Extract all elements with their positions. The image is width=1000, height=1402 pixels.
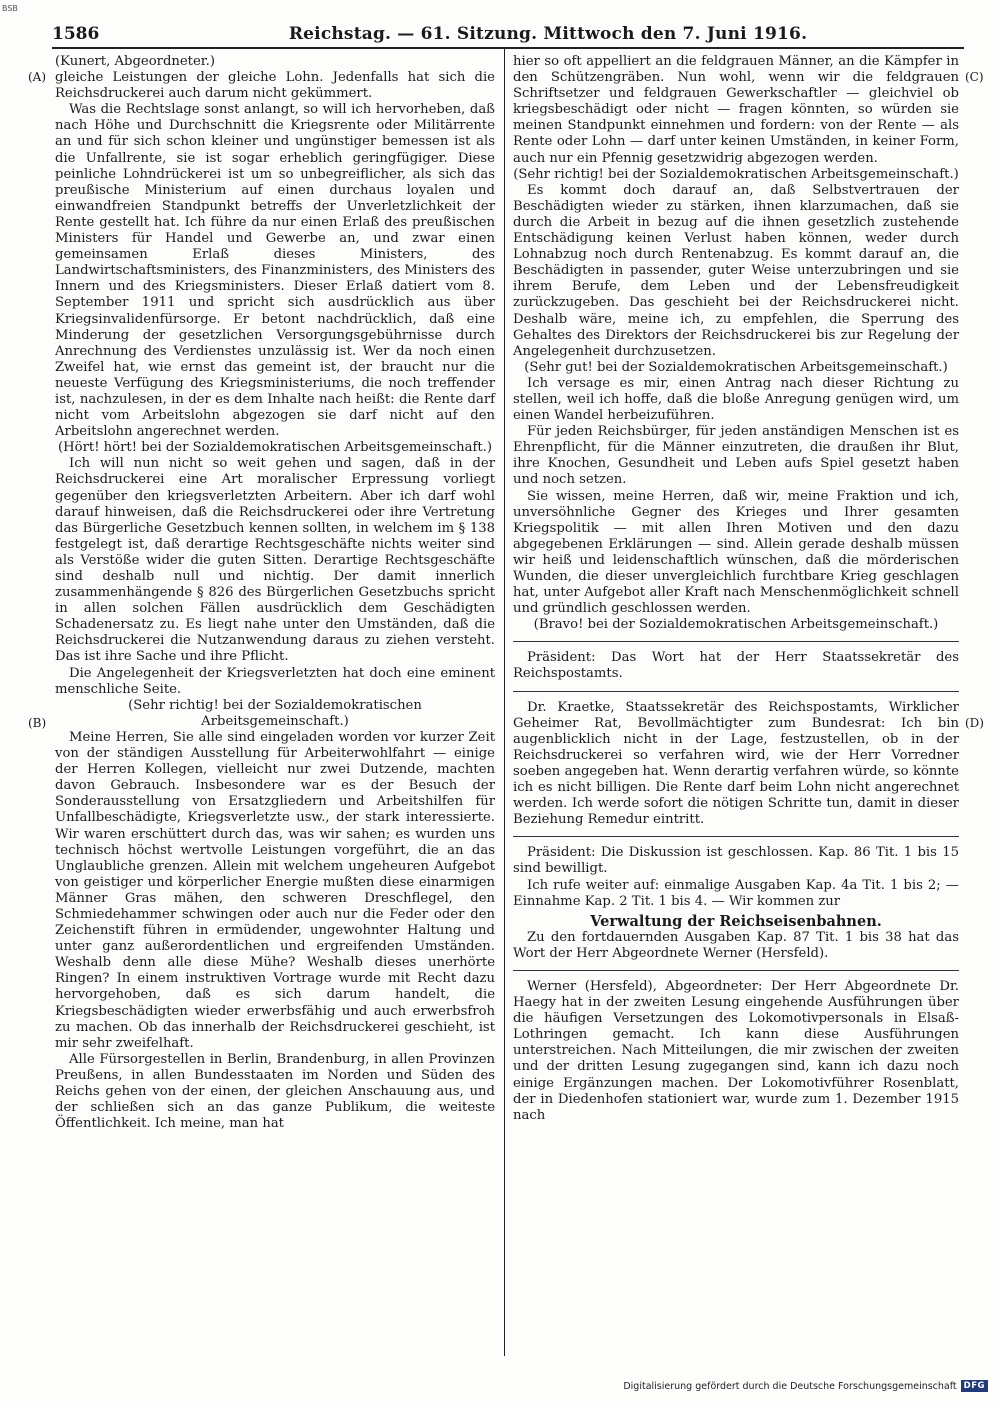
interjection: (Sehr gut! bei der Sozialdemokratischen Arbeitsgemeinschaft.) [524,359,948,375]
footer-text: Digitalisierung gefördert durch die Deutsche Forschungsgemeinschaft [623,1380,957,1392]
paragraph: Es kommt doch darauf an, daß Selbstvertrauen der Beschädigten wieder zu stärken, ihnen klarzumachen, daß sie durch die Arbeit in bezug auf die ihnen gesetzlich zustehende Entschädigung keinen Verlust haben können, weder durch Lohnabzug noch durch Rentenabzug. Es kommt darauf an, die Beschädigten in passender, guter Weise unterzubringen und sie ihrem Berufe, dem Leben und der Lebensfreudigkeit zurückzugeben. Das geschieht bei der Reichsdruckerei nicht. Deshalb wäre, meine ich, zu empfehlen, die Sperrung des Gehaltes des Direktors der Reichsdruckerei bis zur Regelung der Angelegenheit durchzusetzen. [513,182,959,359]
footer [623,1380,988,1392]
paragraph: Ich rufe weiter auf: einmalige Ausgaben Kap. 4a Tit. 1 bis 2; — Einnahme Kap. 2 Tit. 1 bis 4. — Wir kommen zur [513,877,959,909]
paragraph: gleiche Leistungen der gleiche Lohn. Jedenfalls hat sich die Reichsdruckerei auch darum nicht gekümmert. [55,70,495,102]
running-header [52,16,964,49]
section-rule [513,836,959,837]
section-rule [513,641,959,642]
left-column [55,54,495,1132]
paragraph: Für jeden Reichsbürger, für jeden anständigen Menschen ist es Ehrenpflicht, für die Männer einzutreten, die draußen ihr Blut, ihre Knochen, Gesundheit und Leben aufs Spiel gesetzt haben und noch setzen. [513,424,959,488]
paragraph: Ich will nun nicht so weit gehen und sagen, daß in der Reichsdruckerei eine Art moralischer Erpressung vorliegt gegenüber den kriegsverletzten Arbeitern. Aber ich darf wohl darauf hinweisen, daß die Reichsdruckerei oder ihre Vertretung das Bürgerliche Gesetzbuch kennen sollten, in welchem im § 138 festgelegt ist, daß derartige Rechtsgeschäfte nichts weiter sind als Verstöße wider die guten Sitten. Derartige Rechtsgeschäfte sind deshalb null und nichtig. Der damit innerlich zusammenhängende § 826 des Bürgerlichen Gesetzbuchs spricht in allen solchen Fällen ausdrücklich dem Geschädigten Schadenersatz zu. Es liegt nahe unter den Umständen, daß die Reichsdruckerei die Nutzanwendung daraus zu ziehen versteht. Das ist ihre Sache und ihre Pflicht. [55,456,495,665]
interjection: (Sehr richtig! bei der Sozialdemokratischen Arbeitsgemeinschaft.) [513,166,959,182]
paragraph: Zu den fortdauernden Ausgaben Kap. 87 Tit. 1 bis 38 hat das Wort der Herr Abgeordnete Werner (Hersfeld). [513,929,959,961]
speaker-note: (Kunert, Abgeordneter.) [55,54,215,69]
interjection: (Hört! hört! bei der Sozialdemokratischen Arbeitsgemeinschaft.) [58,440,492,456]
paragraph: Ich versage es mir, einen Antrag nach dieser Richtung zu stellen, weil ich hoffe, daß die bloße Anregung genügen wird, um einen Wandel herbeizuführen. [513,375,959,424]
header-title: Reichstag. — 61. Sitzung. Mittwoch den 7. Juni 1916. [288,24,808,44]
dfg-logo: DFG [961,1380,988,1392]
paragraph: Die Angelegenheit der Kriegsverletzten hat doch eine eminent menschliche Seite. [55,665,495,697]
speech-paragraph: Werner (Hersfeld), Abgeordneter: Der Herr Abgeordnete Dr. Haegy hat in der zweiten Lesung eingehende Ausführungen über die häufigen Versetzungen des Lokomotivpersonals in Elsaß-Lothringen gemacht. Ich kann diese Ausführungen unterstreichen. Nach Mitteilungen, die mir zwischen der zweiten und der dritten Lesung zugegangen sind, kann ich dazu noch einige Ergänzungen machen. Der Lokomotivführer Rosenblatt, der in Diedenhofen stationiert war, wurde zum 1. Dezember 1915 nach [513,978,959,1123]
column-divider [504,48,505,1356]
page-number: 1586 [52,24,100,44]
section-rule [513,691,959,692]
speech-paragraph: Dr. Kraetke, Staatssekretär des Reichspostamts, Wirklicher Geheimer Rat, Bevollmächtigter zum Bundesrat: Ich bin augenblicklich nicht in der Lage, festzustellen, ob in der Reichsdruckerei so verfahren wird, wie der Herr Vorredner soeben angegeben hat. Wenn derartig verfahren würde, so könnte ich es nicht billigen. Die Rente darf beim Lohn nicht angerechnet werden. Ich werde sofort die nötigen Schritte tun, damit in dieser Beziehung Remedur eintritt. [513,699,959,828]
margin-marker-c: (C) [965,70,984,84]
library-tag: BSB [2,4,18,13]
paragraph: Meine Herren, Sie alle sind eingeladen worden vor kurzer Zeit von der ständigen Ausstellung für Arbeiterwohlfahrt — einige der Herren Kollegen, vielleicht nur zwei Dutzende, machten davon Gebrauch. Insbesondere war es der Besuch der Sonderausstellung von Ersatzgliedern und Arbeitshilfen für Unfallbeschädigte, Kriegsverletzte usw., der stark interessierte. Wir waren erschüttert durch das, was wir sahen; es wurden uns technisch höchst wertvolle Leistungen vorgeführt, die an das Unglaubliche grenzen. Allein mit welchem ungeheuren Aufgebot von geistiger und körperlicher Energie mußten diese einarmigen Männer Gras mähen, den schweren Dreschflegel, den Schmiedehammer schwingen oder auch nur die Feder oder den Zeichenstift führen in ermüdender, ungewohnter Haltung und unter ganz außerordentlichen und ergreifenden Umständen. Weshalb denn alle diese Mühe? Weshalb dieses unerhörte Ringen? In einem instruktiven Vortrage wurde mit Recht dazu hervorgehoben, daß es sich darum handelt, die Kriegsbeschädigten wieder erwerbsfähig und auch erwerbsfroh zu machen. Ob das innerhalb der Reichsdruckerei geschieht, ist mir sehr zweifelhaft. [55,729,495,1051]
paragraph: Sie wissen, meine Herren, daß wir, meine Fraktion und ich, unversöhnliche Gegner des Krieges und Ihrer gesamten Kriegspolitik — mit allen Ihren Motiven und den dazu abgegebenen Erklärungen — sind. Allein gerade deshalb müssen wir heiß und leidenschaftlich wünschen, daß die mörderischen Wunden, die dieser unvergleichlich furchtbare Krieg geschlagen hat, unter Aufgebot aller Kraft nach Menschenmöglichkeit schnell und gründlich geschlossen werden. [513,488,959,617]
paragraph: Was die Rechtslage sonst anlangt, so will ich hervorheben, daß nach Höhe und Durchschnitt die Kriegsrente oder Militärrente an und für sich schon kleiner und ungünstiger bemessen ist als die Unfallrente, sie ist sogar erheblich geringfügiger. Diese peinliche Lohndrückerei ist um so unbegreiflicher, als sich das preußische Ministerium auf einen durchaus loyalen und einwandfreien Standpunkt betreffs der Unverletzlichkeit der Rente gestellt hat. Ich führe da nur einen Erlaß des preußischen Ministers für Handel und Gewerbe an, und zwar einen gemeinsamen Erlaß dieses Ministers, des Landwirtschaftsministers, des Finanzministers, des Ministers des Innern und des Kriegsministers. Dieser Erlaß datiert vom 8. September 1911 und spricht sich ausdrücklich aus über Kriegsinvalidenfürsorge. Er betont nachdrücklich, daß eine Minderung der gesetzlichen Versorgungsgebührnisse durch Anrechnung des Verdienstes unzulässig ist. Wer da noch einen Zweifel hat, wie ernst das gemeint ist, der braucht nur die neueste Verfügung des Kriegsministeriums, die noch treffender ist, nachzulesen, in der es dem Inhalte nach heißt: die Rente darf nicht vom Arbeitslohn abgezogen sie darf nicht auf den Arbeitslohn angerechnet werden. [55,102,495,440]
margin-marker-b: (B) [28,716,47,730]
right-column [513,54,959,1124]
section-heading: Verwaltung der Reichseisenbahnen. [590,912,882,930]
president-statement: Präsident: Das Wort hat der Herr Staatssekretär des Reichspostamts. [513,650,959,682]
interjection: (Sehr richtig! bei der Sozialdemokratischen Arbeitsgemeinschaft.) [128,697,422,729]
margin-marker-a: (A) [28,70,47,84]
paragraph: Alle Fürsorgestellen in Berlin, Brandenburg, in allen Provinzen Preußens, in allen Bundesstaaten im Norden und Süden des Reichs gehen von der einen, der gleichen Anschauung aus, und der schließen sich an das ganze Publikum, die weiteste Öffentlichkeit. Ich meine, man hat [55,1051,495,1132]
section-rule [513,970,959,971]
interjection: (Bravo! bei der Sozialdemokratischen Arbeitsgemeinschaft.) [533,617,939,633]
margin-marker-d: (D) [965,716,984,730]
president-statement: Präsident: Die Diskussion ist geschlossen. Kap. 86 Tit. 1 bis 15 sind bewilligt. [513,845,959,877]
paragraph: hier so oft appelliert an die feldgrauen Männer, an die Kämpfer in den Schützengräben. Nun wohl, wenn wir die feldgrauen Schriftsetzer und feldgrauen Gewerkschaftler — gleichviel ob kriegsbeschädigt oder nicht — fragen könnten, so würden sie meinen Standpunkt einnehmen und fordern: von der Rente — als Rente oder Lohn — darf unter keinen Umständen, in keiner Form, auch nur ein Pfennig gesetzwidrig abgezogen werden. [513,54,959,166]
